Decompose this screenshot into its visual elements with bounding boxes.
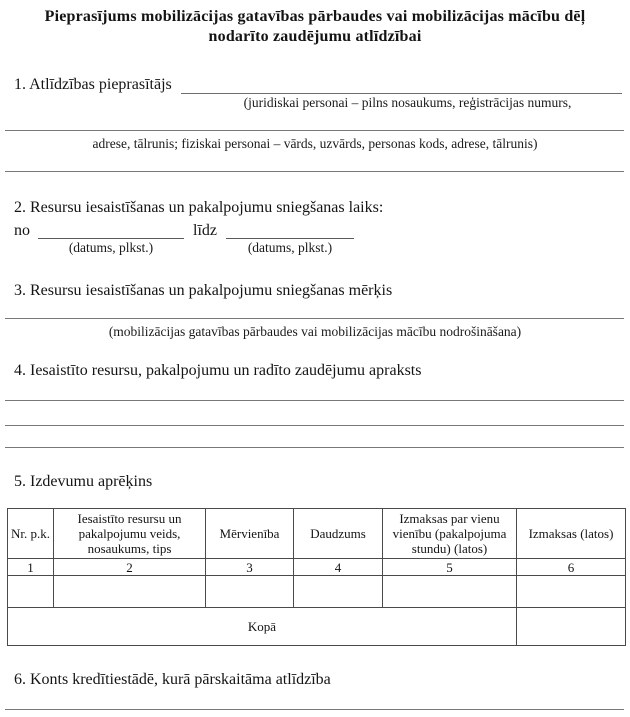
description-line-2 [5,425,624,426]
requester-caption-2: adrese, tālrunis; fiziskai personai – vārds, uzvārds, personas kods, adrese, tālrunis) [92,136,538,151]
column-number: 5 [383,559,517,576]
requester-line-2 [5,130,624,131]
col-header-cost: Izmaksas (latos) [517,509,626,559]
table-total-row [8,608,626,646]
column-number: 1 [8,559,54,576]
section-5-heading: 5. Izdevumu aprēķins [14,473,153,490]
col-header-number: Nr. p.k. [8,509,54,559]
time-period-row [14,222,630,255]
requester-caption-1: (juridiskai personai – pilns nosaukums, reģistrācijas numurs, [243,95,572,110]
section-2-heading: 2. Resursu iesaistīšanas un pakalpojumu sniegšanas laiks: [14,199,384,216]
section-3-heading: 3. Resursu iesaistīšanas un pakalpojumu sniegšanas mērķis [14,282,393,299]
col-header-resource-type: Iesaistīto resursu un pakalpojumu veids, nosaukums, tips [54,509,206,559]
table-cell-empty [294,576,383,608]
until-date-blank-line [226,222,354,239]
section-6-heading: 6. Konts kredītiestādē, kurā pārskaitāma atlīdzība [14,671,331,688]
table-cell-empty [383,576,517,608]
from-date-blank-line [38,222,184,239]
section-4-heading: 4. Iesaistīto resursu, pakalpojumu un radīto zaudējumu apraksts [14,362,422,379]
table-cell-empty [517,576,626,608]
table-cell-empty [54,576,206,608]
purpose-line [5,318,624,319]
requester-fill-line [181,76,622,94]
table-cell-empty [206,576,294,608]
column-number-row [8,559,626,576]
purpose-caption: (mobilizācijas gatavības pārbaudes vai mobilizācijas mācību nodrošināšana) [108,324,522,339]
account-line [5,709,624,710]
table-header-row [8,509,626,559]
col-header-quantity: Daudzums [294,509,383,559]
until-date-caption: (datums, plkst.) [247,240,333,255]
col-header-unit-cost: Izmaksas par vienu vienību (pakalpojuma stundu) (latos) [383,509,517,559]
from-date-caption: (datums, plkst.) [68,240,154,255]
col-header-unit: Mērvienība [206,509,294,559]
expense-table [7,508,626,646]
column-number: 6 [517,559,626,576]
requester-line-3 [5,171,624,172]
table-cell-empty [8,576,54,608]
description-line-3 [5,447,624,448]
column-number: 4 [294,559,383,576]
form-title: Pieprasījums mobilizācijas gatavības pārbaudes vai mobilizācijas mācību dēļ nodarīto zaudējumu atlīdzībai [44,8,586,45]
section-1-heading: 1. Atlīdzības pieprasītājs [14,76,172,93]
section-1-row [14,75,622,94]
from-date-field [38,222,184,255]
description-line-1 [5,400,624,401]
total-amount-cell-empty [517,608,626,646]
until-date-field [226,222,354,255]
table-entry-row [8,576,626,608]
until-label: līdz [193,222,217,239]
column-number: 2 [54,559,206,576]
from-label: no [14,222,30,239]
column-number: 3 [206,559,294,576]
total-label: Kopā [8,608,517,646]
